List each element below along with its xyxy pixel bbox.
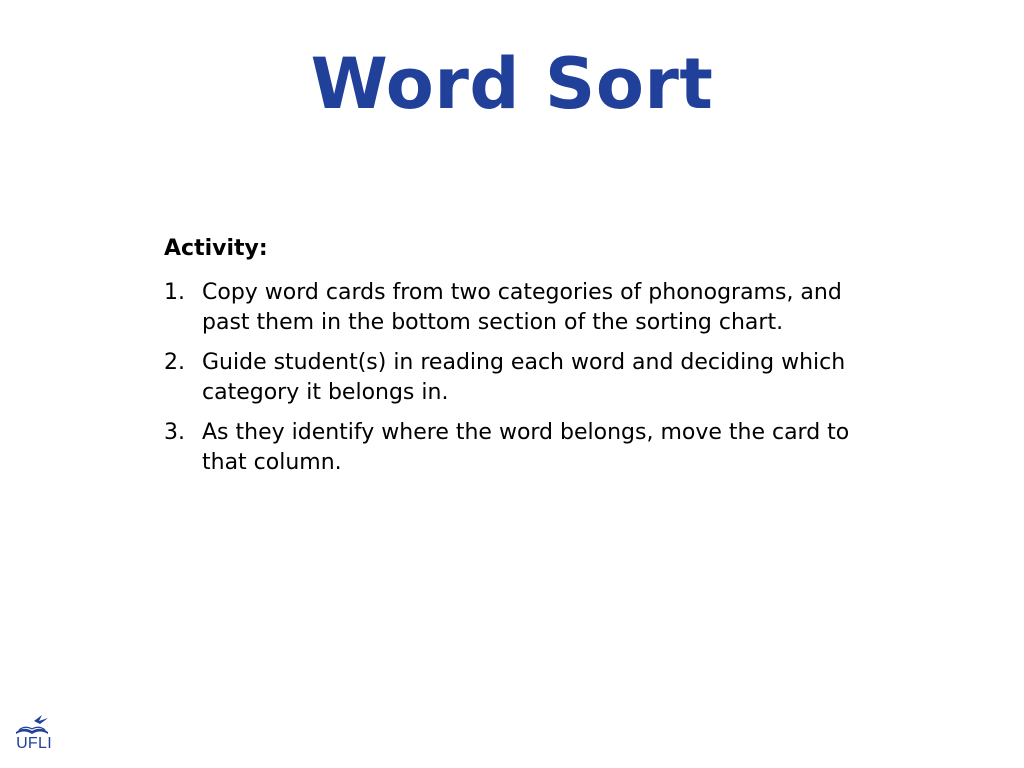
activity-section: [164, 234, 854, 488]
list-item: [164, 348, 854, 408]
step-text: Guide student(s) in reading each word and deciding which category it belongs in.: [202, 350, 846, 405]
activity-heading: Activity:: [164, 236, 268, 261]
step-text: Copy word cards from two categories of phonograms, and past them in the bottom section of the sorting chart.: [202, 280, 842, 335]
step-text: As they identify where the word belongs, move the card to that column.: [202, 420, 850, 475]
step-number: 2.: [164, 350, 185, 375]
ufli-logo: [8, 712, 58, 758]
steps-list: [164, 278, 854, 478]
step-number: 1.: [164, 280, 185, 305]
list-item: [164, 418, 854, 478]
list-item: [164, 278, 854, 338]
slide-title: Word Sort: [310, 43, 714, 125]
step-number: 3.: [164, 420, 185, 445]
logo-text: UFLI: [16, 735, 52, 752]
open-book-bird-icon: [12, 712, 52, 736]
